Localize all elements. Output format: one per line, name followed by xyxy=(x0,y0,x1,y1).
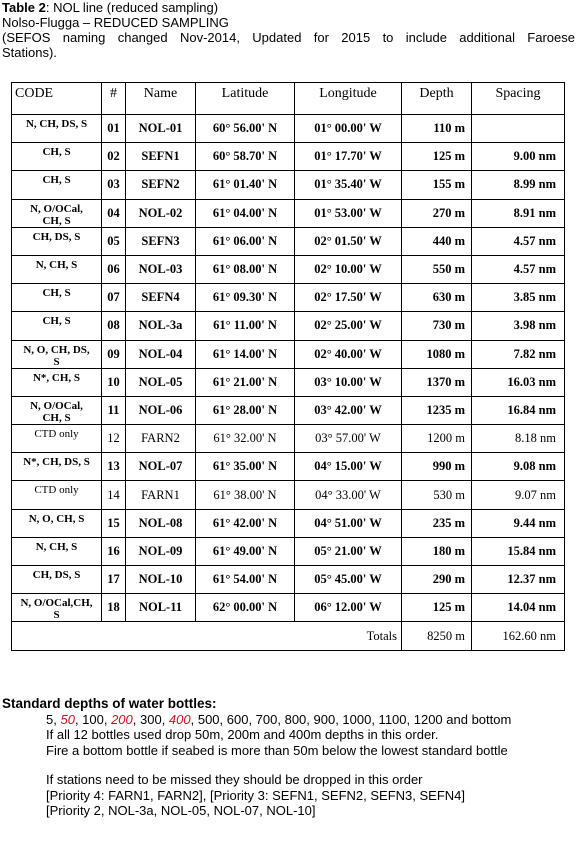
cell-number: 14 xyxy=(102,481,126,509)
table-row xyxy=(12,481,565,509)
cell-longitude: 02° 25.00' W xyxy=(295,312,402,340)
cell-longitude: 03° 10.00' W xyxy=(295,368,402,396)
cell-code xyxy=(12,509,102,537)
col-header-name: Name xyxy=(126,83,196,115)
table-row xyxy=(12,509,565,537)
cell-code xyxy=(12,284,102,312)
cell-spacing: 8.91 nm xyxy=(472,199,565,227)
code-line: CTD only xyxy=(34,484,79,497)
table-body xyxy=(12,115,565,622)
cell-depth: 550 m xyxy=(402,255,472,283)
table-row xyxy=(12,425,565,453)
code-line: CH, S xyxy=(42,146,71,159)
cell-longitude: 01° 35.40' W xyxy=(295,171,402,199)
cell-name: NOL-02 xyxy=(126,199,196,227)
cell-depth: 990 m xyxy=(402,453,472,481)
cell-number: 18 xyxy=(102,594,126,622)
cell-depth: 630 m xyxy=(402,284,472,312)
table-note-line1: (SEFOS naming changed Nov-2014, Updated for 2015 to include additional Faroese xyxy=(2,30,575,45)
cell-longitude: 02° 10.00' W xyxy=(295,255,402,283)
cell-depth: 1080 m xyxy=(402,340,472,368)
table-subtitle: Nolso-Flugga – REDUCED SAMPLING xyxy=(2,15,229,30)
col-header-longitude: Longitude xyxy=(295,83,402,115)
cell-number: 16 xyxy=(102,537,126,565)
totals-label: Totals xyxy=(12,622,402,651)
cell-code xyxy=(12,143,102,171)
notes-line-priority-4-3: [Priority 4: FARN1, FARN2], [Priority 3: SEFN1, SEFN2, SEFN3, SEFN4] xyxy=(46,787,465,803)
code-line: CH, S xyxy=(42,411,71,424)
cell-name: SEFN4 xyxy=(126,284,196,312)
cell-latitude: 61° 35.00' N xyxy=(196,453,295,481)
cell-name: FARN1 xyxy=(126,481,196,509)
table-caption xyxy=(2,0,575,15)
table-row xyxy=(12,115,565,143)
cell-latitude: 60° 58.70' N xyxy=(196,143,295,171)
cell-latitude: 61° 09.30' N xyxy=(196,284,295,312)
cell-number: 15 xyxy=(102,509,126,537)
cell-name: NOL-03 xyxy=(126,255,196,283)
cell-spacing: 15.84 nm xyxy=(472,537,565,565)
cell-spacing: 9.00 nm xyxy=(472,143,565,171)
cell-longitude: 04° 51.00' W xyxy=(295,509,402,537)
depth-value-highlighted: 400 xyxy=(168,711,191,727)
table-row xyxy=(12,143,565,171)
cell-longitude: 05° 21.00' W xyxy=(295,537,402,565)
cell-name: SEFN1 xyxy=(126,143,196,171)
code-line: CH, DS, S xyxy=(32,569,81,581)
table-row xyxy=(12,340,565,368)
table-row xyxy=(12,199,565,227)
cell-depth: 180 m xyxy=(402,537,472,565)
cell-depth: 440 m xyxy=(402,227,472,255)
cell-code xyxy=(12,255,102,283)
cell-code xyxy=(12,537,102,565)
cell-number: 05 xyxy=(102,227,126,255)
cell-number: 08 xyxy=(102,312,126,340)
table-row xyxy=(12,171,565,199)
depth-value-text: , 100, xyxy=(74,711,112,727)
code-line: N, O, CH, DS, xyxy=(23,343,90,356)
code-line: CH, S xyxy=(42,174,71,187)
table-row xyxy=(12,227,565,255)
cell-name: NOL-06 xyxy=(126,396,196,424)
cell-spacing: 3.85 nm xyxy=(472,284,565,312)
stations-table xyxy=(11,82,565,651)
cell-longitude: 04° 33.00' W xyxy=(295,481,402,509)
cell-number: 07 xyxy=(102,284,126,312)
table-title: : NOL line (reduced sampling) xyxy=(45,0,219,15)
cell-name: NOL-11 xyxy=(126,594,196,622)
cell-latitude: 62° 00.00' N xyxy=(196,594,295,622)
cell-latitude: 61° 49.00' N xyxy=(196,537,295,565)
table-row xyxy=(12,594,565,622)
table-row xyxy=(12,537,565,565)
col-header-number: # xyxy=(102,83,126,115)
cell-latitude: 61° 21.00' N xyxy=(196,368,295,396)
depth-value-text: 5, xyxy=(46,711,61,727)
code-line: N, O/OCal, xyxy=(30,399,83,412)
cell-depth: 730 m xyxy=(402,312,472,340)
cell-depth: 235 m xyxy=(402,509,472,537)
table-row xyxy=(12,396,565,424)
cell-code xyxy=(12,566,102,594)
cell-code xyxy=(12,594,102,622)
notes-title: Standard depths of water bottles: xyxy=(2,696,217,711)
notes-line-priority-2: [Priority 2, NOL-3a, NOL-05, NOL-07, NOL-10] xyxy=(46,803,316,818)
cell-code xyxy=(12,171,102,199)
cell-spacing: 8.99 nm xyxy=(472,171,565,199)
cell-number: 02 xyxy=(102,143,126,171)
cell-name: NOL-08 xyxy=(126,509,196,537)
code-line: CH, DS, S xyxy=(32,230,81,243)
cell-longitude: 02° 17.50' W xyxy=(295,284,402,312)
notes-line-missed-stations: If stations need to be missed they should be dropped in this order xyxy=(46,772,423,787)
cell-code xyxy=(12,227,102,255)
table-label: Table 2 xyxy=(2,0,46,15)
cell-number: 04 xyxy=(102,199,126,227)
code-line: S xyxy=(53,355,60,368)
col-header-depth: Depth xyxy=(402,83,472,115)
cell-spacing: 9.08 nm xyxy=(472,453,565,481)
cell-number: 01 xyxy=(102,115,126,143)
cell-longitude: 01° 00.00' W xyxy=(295,115,402,143)
cell-longitude: 01° 53.00' W xyxy=(295,199,402,227)
table-note-line2: Stations). xyxy=(2,45,57,60)
cell-depth: 155 m xyxy=(402,171,472,199)
code-line: N, CH, S xyxy=(35,540,78,553)
table-row xyxy=(12,453,565,481)
cell-longitude: 02° 40.00' W xyxy=(295,340,402,368)
cell-depth: 1235 m xyxy=(402,396,472,424)
cell-latitude: 61° 11.00' N xyxy=(196,312,295,340)
cell-number: 03 xyxy=(102,171,126,199)
cell-code xyxy=(12,199,102,227)
cell-depth: 125 m xyxy=(402,143,472,171)
col-header-latitude: Latitude xyxy=(196,83,295,115)
cell-depth: 110 m xyxy=(402,115,472,143)
cell-name: NOL-10 xyxy=(126,566,196,594)
cell-number: 13 xyxy=(102,453,126,481)
code-line: N, O/OCal,CH, xyxy=(20,597,93,610)
table-row xyxy=(12,312,565,340)
table-row xyxy=(12,255,565,283)
cell-latitude: 61° 14.00' N xyxy=(196,340,295,368)
cell-code xyxy=(12,340,102,368)
code-line: S xyxy=(53,609,60,622)
cell-latitude: 61° 38.00' N xyxy=(196,481,295,509)
cell-latitude: 61° 08.00' N xyxy=(196,255,295,283)
cell-code xyxy=(12,368,102,396)
cell-depth: 1370 m xyxy=(402,368,472,396)
depth-value-highlighted: 50 xyxy=(60,711,75,727)
depth-value-text: , 300, xyxy=(132,711,169,727)
notes-line-bottom-bottle: Fire a bottom bottle if seabed is more than 50m below the lowest standard bottle xyxy=(46,742,508,758)
cell-depth: 1200 m xyxy=(402,425,472,453)
cell-longitude: 03° 42.00' W xyxy=(295,396,402,424)
code-line: CTD only xyxy=(34,428,79,441)
cell-number: 17 xyxy=(102,566,126,594)
table-row xyxy=(12,368,565,396)
cell-code xyxy=(12,115,102,143)
cell-latitude: 61° 54.00' N xyxy=(196,566,295,594)
cell-depth: 290 m xyxy=(402,566,472,594)
code-line: N, O, CH, S xyxy=(28,512,85,525)
cell-spacing: 7.82 nm xyxy=(472,340,565,368)
notes-line-drop-order: If all 12 bottles used drop 50m, 200m and 400m depths in this order. xyxy=(46,727,439,742)
cell-name: NOL-04 xyxy=(126,340,196,368)
cell-latitude: 61° 01.40' N xyxy=(196,171,295,199)
cell-name: NOL-09 xyxy=(126,537,196,565)
cell-longitude: 01° 17.70' W xyxy=(295,143,402,171)
cell-name: NOL-3a xyxy=(126,312,196,340)
table-row xyxy=(12,566,565,594)
cell-spacing: 8.18 nm xyxy=(472,425,565,453)
totals-depth: 8250 m xyxy=(402,622,472,651)
col-header-spacing: Spacing xyxy=(472,83,565,115)
table-row xyxy=(12,284,565,312)
document-header xyxy=(2,0,575,60)
cell-latitude: 61° 06.00' N xyxy=(196,227,295,255)
cell-name: NOL-01 xyxy=(126,115,196,143)
cell-latitude: 61° 28.00' N xyxy=(196,396,295,424)
standard-depths-list xyxy=(2,712,511,728)
cell-number: 09 xyxy=(102,340,126,368)
cell-spacing: 16.03 nm xyxy=(472,368,565,396)
cell-latitude: 61° 04.00' N xyxy=(196,199,295,227)
cell-longitude: 06° 12.00' W xyxy=(295,594,402,622)
cell-number: 10 xyxy=(102,368,126,396)
cell-name: NOL-05 xyxy=(126,368,196,396)
code-line: N*, CH, S xyxy=(32,371,81,384)
code-line: CH, S xyxy=(42,214,71,227)
code-line: N, CH, DS, S xyxy=(25,118,88,130)
cell-name: SEFN3 xyxy=(126,227,196,255)
cell-code xyxy=(12,396,102,424)
totals-spacing: 162.60 nm xyxy=(472,622,565,651)
depth-value-highlighted: 200 xyxy=(111,711,133,727)
cell-latitude: 61° 42.00' N xyxy=(196,509,295,537)
cell-longitude: 05° 45.00' W xyxy=(295,566,402,594)
cell-number: 11 xyxy=(102,396,126,424)
code-line: CH, S xyxy=(42,315,71,328)
cell-spacing: 3.98 nm xyxy=(472,312,565,340)
notes-section xyxy=(2,696,511,819)
cell-depth: 270 m xyxy=(402,199,472,227)
cell-spacing: 9.07 nm xyxy=(472,481,565,509)
cell-name: NOL-07 xyxy=(126,453,196,481)
table-header-row xyxy=(12,83,565,115)
depth-value-text: , 500, 600, 700, 800, 900, 1000, 1100, 1200 and bottom xyxy=(190,711,512,727)
col-header-code: CODE xyxy=(12,83,102,115)
code-line: N, O/OCal, xyxy=(30,202,83,215)
cell-spacing: 14.04 nm xyxy=(472,594,565,622)
cell-longitude: 02° 01.50' W xyxy=(295,227,402,255)
cell-number: 06 xyxy=(102,255,126,283)
cell-name: SEFN2 xyxy=(126,171,196,199)
cell-spacing: 4.57 nm xyxy=(472,255,565,283)
cell-depth: 125 m xyxy=(402,594,472,622)
cell-spacing: 9.44 nm xyxy=(472,509,565,537)
cell-code xyxy=(12,481,102,509)
cell-number: 12 xyxy=(102,425,126,453)
cell-depth: 530 m xyxy=(402,481,472,509)
cell-latitude: 60° 56.00' N xyxy=(196,115,295,143)
cell-spacing: 16.84 nm xyxy=(472,396,565,424)
code-line: N*, CH, DS, S xyxy=(23,456,90,469)
cell-longitude: 04° 15.00' W xyxy=(295,453,402,481)
totals-row xyxy=(12,622,565,651)
code-line: N, CH, S xyxy=(35,258,78,271)
cell-code xyxy=(12,312,102,340)
cell-code xyxy=(12,453,102,481)
cell-code xyxy=(12,425,102,453)
cell-spacing: 4.57 nm xyxy=(472,227,565,255)
cell-spacing: 12.37 nm xyxy=(472,566,565,594)
cell-latitude: 61° 32.00' N xyxy=(196,425,295,453)
cell-longitude: 03° 57.00' W xyxy=(295,425,402,453)
cell-spacing xyxy=(472,115,565,143)
cell-name: FARN2 xyxy=(126,425,196,453)
code-line: CH, S xyxy=(42,287,71,300)
